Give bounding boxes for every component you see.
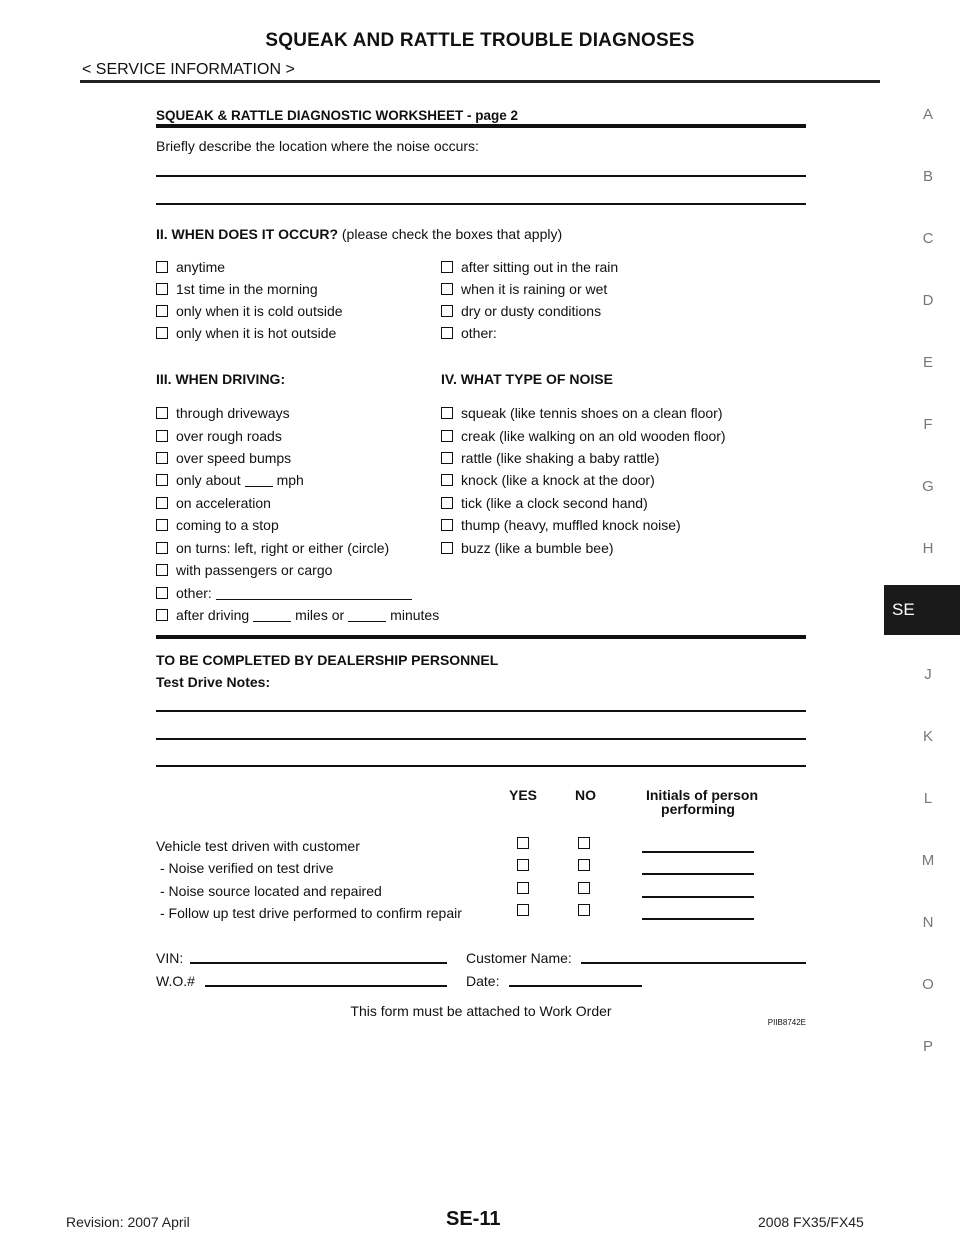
option-label: buzz (like a bumble bee) bbox=[461, 540, 614, 556]
checkbox-after-driving[interactable] bbox=[156, 609, 168, 621]
dealer-heading: TO BE COMPLETED BY DEALERSHIP PERSONNEL bbox=[156, 652, 499, 668]
row-label-noise-verified: - Noise verified on test drive bbox=[160, 860, 334, 876]
option-label: tick (like a clock second hand) bbox=[461, 495, 648, 511]
option-label: with passengers or cargo bbox=[176, 562, 333, 578]
checkbox-dry-dusty[interactable] bbox=[441, 305, 453, 317]
side-tab-h[interactable]: H bbox=[922, 540, 934, 557]
side-tab-d[interactable]: D bbox=[922, 292, 934, 309]
option-label: 1st time in the morning bbox=[176, 281, 318, 297]
option-label: knock (like a knock at the door) bbox=[461, 472, 655, 488]
option-label: over rough roads bbox=[176, 428, 282, 444]
option-label-miles: miles or bbox=[295, 607, 345, 623]
option-label: only when it is cold outside bbox=[176, 303, 343, 319]
checkbox-passengers-cargo[interactable] bbox=[156, 564, 168, 576]
side-tab-f[interactable]: F bbox=[923, 416, 933, 433]
yes-checkbox-noise-verified[interactable] bbox=[517, 859, 529, 871]
checkbox-only-about-mph[interactable] bbox=[156, 474, 168, 486]
location-line-1[interactable] bbox=[156, 175, 806, 177]
model-text: 2008 FX35/FX45 bbox=[758, 1214, 864, 1230]
notes-line-2[interactable] bbox=[156, 738, 806, 740]
minutes-blank[interactable] bbox=[348, 609, 386, 622]
col-yes-header: YES bbox=[509, 787, 538, 803]
side-tab-j[interactable]: J bbox=[924, 666, 932, 683]
checkbox-anytime[interactable] bbox=[156, 261, 168, 273]
option-label: over speed bumps bbox=[176, 450, 292, 466]
row-label-source-located: - Noise source located and repaired bbox=[160, 883, 382, 899]
checkbox-rattle[interactable] bbox=[441, 452, 453, 464]
page-title: SQUEAK AND RATTLE TROUBLE DIAGNOSES bbox=[265, 30, 695, 51]
section-2-header bbox=[156, 226, 562, 242]
side-tab-o[interactable]: O bbox=[922, 976, 934, 993]
checkbox-hot-outside[interactable] bbox=[156, 327, 168, 339]
checkbox-cold-outside[interactable] bbox=[156, 305, 168, 317]
dealer-section-rule bbox=[156, 635, 806, 639]
checkbox-on-turns[interactable] bbox=[156, 542, 168, 554]
side-tab-e[interactable]: E bbox=[922, 354, 933, 371]
initials-line-follow-up[interactable] bbox=[642, 918, 754, 920]
row-label-follow-up: - Follow up test drive performed to confirm repair bbox=[160, 905, 462, 921]
checkbox-knock[interactable] bbox=[441, 474, 453, 486]
checkbox-raining-wet[interactable] bbox=[441, 283, 453, 295]
option-label-mph: mph bbox=[276, 472, 304, 488]
side-tab-p[interactable]: P bbox=[922, 1038, 933, 1055]
revision-text: Revision: 2007 April bbox=[66, 1214, 190, 1230]
checkbox-speed-bumps[interactable] bbox=[156, 452, 168, 464]
header-divider bbox=[80, 80, 880, 83]
option-label: other: bbox=[176, 585, 212, 601]
no-checkbox-source-located[interactable] bbox=[578, 882, 590, 894]
checkbox-thump[interactable] bbox=[441, 519, 453, 531]
checkbox-squeak[interactable] bbox=[441, 407, 453, 419]
checkbox-rough-roads[interactable] bbox=[156, 430, 168, 442]
checkbox-other-occur[interactable] bbox=[441, 327, 453, 339]
customer-name-label: Customer Name: bbox=[466, 950, 572, 966]
figure-code: PIIB8742E bbox=[767, 1018, 806, 1027]
worksheet-title: SQUEAK & RATTLE DIAGNOSTIC WORKSHEET - page 2 bbox=[156, 108, 519, 123]
yes-checkbox-test-driven[interactable] bbox=[517, 837, 529, 849]
breadcrumb: < SERVICE INFORMATION > bbox=[82, 61, 295, 78]
option-label: through driveways bbox=[176, 405, 290, 421]
no-checkbox-noise-verified[interactable] bbox=[578, 859, 590, 871]
checkbox-after-rain[interactable] bbox=[441, 261, 453, 273]
option-label: thump (heavy, muffled knock noise) bbox=[461, 517, 681, 533]
vin-label: VIN: bbox=[156, 950, 184, 966]
date-label: Date: bbox=[466, 973, 500, 989]
col-no-header: NO bbox=[575, 787, 596, 803]
notes-line-1[interactable] bbox=[156, 710, 806, 712]
section-2-note: (please check the boxes that apply) bbox=[341, 226, 563, 242]
notes-line-3[interactable] bbox=[156, 765, 806, 767]
worksheet-top-rule bbox=[156, 124, 806, 128]
option-label: other: bbox=[461, 325, 497, 341]
option-label: after driving bbox=[176, 607, 250, 623]
option-label: on acceleration bbox=[176, 495, 271, 511]
location-prompt: Briefly describe the location where the noise occurs: bbox=[156, 138, 479, 154]
option-label: only when it is hot outside bbox=[176, 325, 337, 341]
checkbox-tick[interactable] bbox=[441, 497, 453, 509]
no-checkbox-follow-up[interactable] bbox=[578, 904, 590, 916]
mph-blank[interactable] bbox=[245, 474, 273, 487]
side-tab-l[interactable]: L bbox=[923, 790, 933, 807]
checkbox-coming-to-stop[interactable] bbox=[156, 519, 168, 531]
side-tab-se-active[interactable]: SE bbox=[884, 585, 960, 635]
option-label: on turns: left, right or either (circle) bbox=[176, 540, 390, 556]
yes-checkbox-follow-up[interactable] bbox=[517, 904, 529, 916]
side-tab-k[interactable]: K bbox=[922, 728, 933, 745]
section-2-heading: II. WHEN DOES IT OCCUR? bbox=[156, 226, 338, 242]
side-tab-n[interactable]: N bbox=[922, 914, 934, 931]
initials-line-source-located[interactable] bbox=[642, 896, 754, 898]
no-checkbox-test-driven[interactable] bbox=[578, 837, 590, 849]
checkbox-first-time-morning[interactable] bbox=[156, 283, 168, 295]
option-label: only about bbox=[176, 472, 241, 488]
checkbox-acceleration[interactable] bbox=[156, 497, 168, 509]
option-label: when it is raining or wet bbox=[461, 281, 608, 297]
side-tab-m[interactable]: M bbox=[921, 852, 935, 869]
option-label-minutes: minutes bbox=[390, 607, 440, 623]
checkbox-creak[interactable] bbox=[441, 430, 453, 442]
initials-line-test-driven[interactable] bbox=[642, 851, 754, 853]
date-field-line[interactable] bbox=[509, 985, 642, 987]
test-drive-notes-label: Test Drive Notes: bbox=[156, 674, 271, 690]
col-initials-header-2: performing bbox=[661, 801, 735, 817]
option-label: dry or dusty conditions bbox=[461, 303, 602, 319]
option-label: anytime bbox=[176, 259, 226, 275]
side-tab-b[interactable]: B bbox=[922, 168, 933, 185]
option-label: coming to a stop bbox=[176, 517, 279, 533]
vin-field-line[interactable] bbox=[190, 962, 447, 964]
checkbox-through-driveways[interactable] bbox=[156, 407, 168, 419]
wo-field-line[interactable] bbox=[205, 985, 447, 987]
checkbox-other-driving[interactable] bbox=[156, 587, 168, 599]
section-4-heading: IV. WHAT TYPE OF NOISE bbox=[441, 371, 613, 387]
wo-label: W.O.# bbox=[156, 973, 195, 989]
option-label: creak (like walking on an old wooden floor) bbox=[461, 428, 726, 444]
initials-line-noise-verified[interactable] bbox=[642, 873, 754, 875]
checkbox-buzz[interactable] bbox=[441, 542, 453, 554]
side-tab-a[interactable]: A bbox=[922, 106, 933, 123]
attach-note: This form must be attached to Work Order bbox=[350, 1003, 612, 1019]
row-label-test-driven: Vehicle test driven with customer bbox=[156, 838, 360, 854]
section-3-heading: III. WHEN DRIVING: bbox=[156, 371, 286, 387]
location-line-2[interactable] bbox=[156, 203, 806, 205]
option-label: rattle (like shaking a baby rattle) bbox=[461, 450, 660, 466]
page-number: SE-11 bbox=[446, 1208, 501, 1230]
yes-checkbox-source-located[interactable] bbox=[517, 882, 529, 894]
other-driving-blank[interactable] bbox=[216, 587, 412, 600]
col-initials-header-1: Initials of person bbox=[645, 787, 758, 803]
miles-blank[interactable] bbox=[253, 609, 291, 622]
side-tab-g[interactable]: G bbox=[922, 478, 934, 495]
option-label: squeak (like tennis shoes on a clean floor) bbox=[461, 405, 723, 421]
side-tab-c[interactable]: C bbox=[922, 230, 934, 247]
option-label: after sitting out in the rain bbox=[461, 259, 619, 275]
customer-name-field-line[interactable] bbox=[581, 962, 806, 964]
